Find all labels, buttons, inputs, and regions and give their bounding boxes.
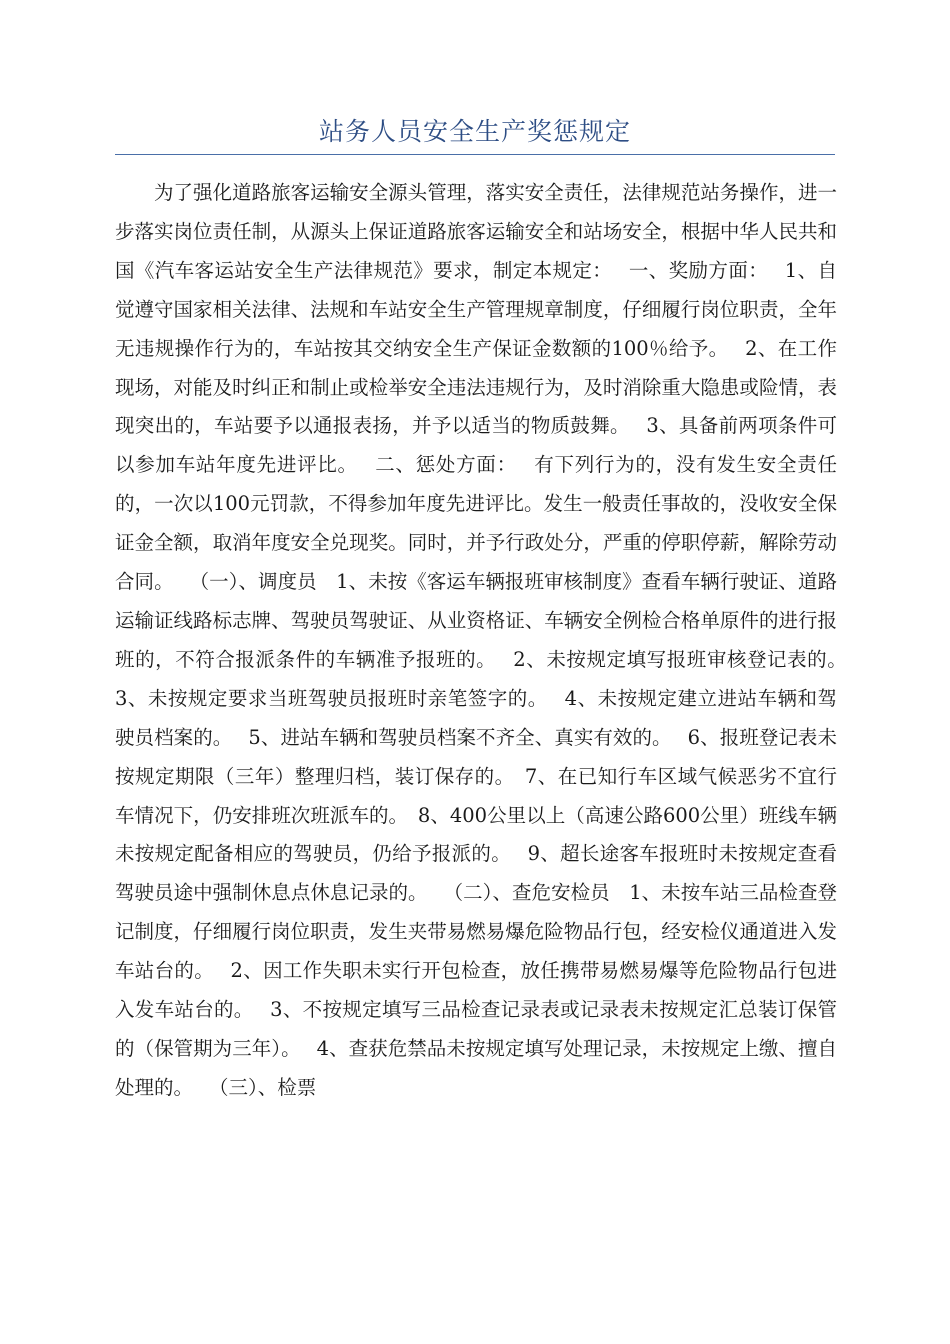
document-title: 站务人员安全生产奖惩规定: [318, 117, 631, 146]
title-underline: [115, 154, 835, 155]
document-body: 为了强化道路旅客运输安全源头管理，落实安全责任，法律规范站务操作，进一步落实岗位责任制，从源头上保证道路旅客运输安全和站场安全，根据中华人民共和国《汽车客运站安全生产法律规范》要求，制定本规定： 一、奖励方面： 1、自觉遵守国家相关法律、法规和车站安全生产管理规章制度，仔细履行岗位职责，全年无违规操作行为的，车站按其交纳安全生产保证金数额的100％给予。 2、在工作现场，对能及时纠正和制止或检举安全违法违规行为，及时消除重大隐患或险情，表现突出的，车站要予以通报表扬，并予以适当的物质鼓舞。 3、具备前两项条件可以参加车站年度先进评比。 二、惩处方面： 有下列行为的，没有发生安全责任的，一次以100元罚款，不得参加年度先进评比。发生一般责任事故的，没收安全保证金全额，取消年度安全兑现奖。同时，并予行政处分，严重的停职停薪，解除劳动合同。 （一）、调度员 1、未按《客运车辆报班审核制度》查看车辆行驶证、道路运输证线路标志牌、驾驶员驾驶证、从业资格证、车辆安全例检合格单原件的进行报班的，不符合报派条件的车辆准予报班的。 2、未按规定填写报班审核登记表的。 3、未按规定要求当班驾驶员报班时亲笔签字的。 4、未按规定建立进站车辆和驾驶员档案的。 5、进站车辆和驾驶员档案不齐全、真实有效的。 6、报班登记表未按规定期限（三年）整理归档，装订保存的。 7、在已知行车区域气候恶劣不宜行车情况下，仍安排班次班派车的。 8、400公里以上（高速公路600公里）班线车辆未按规定配备相应的驾驶员，仍给予报派的。 9、超长途客车报班时未按规定查看驾驶员途中强制休息点休息记录的。 （二）、查危安检员 1、未按车站三品检查登记制度，仔细履行岗位职责，发生夹带易燃易爆危险物品行包，经安检仪通道进入发车站台的。 2、因工作失职未实行开包检查，放任携带易燃易爆等危险物品行包进入发车站台的。 3、不按规定填写三品检查记录表或记录表未按规定汇总装订保管的（保管期为三年）。 4、查获危禁品未按规定填写处理记录，未按规定上缴、擅自处理的。 （三）、检票: [115, 181, 857, 1099]
